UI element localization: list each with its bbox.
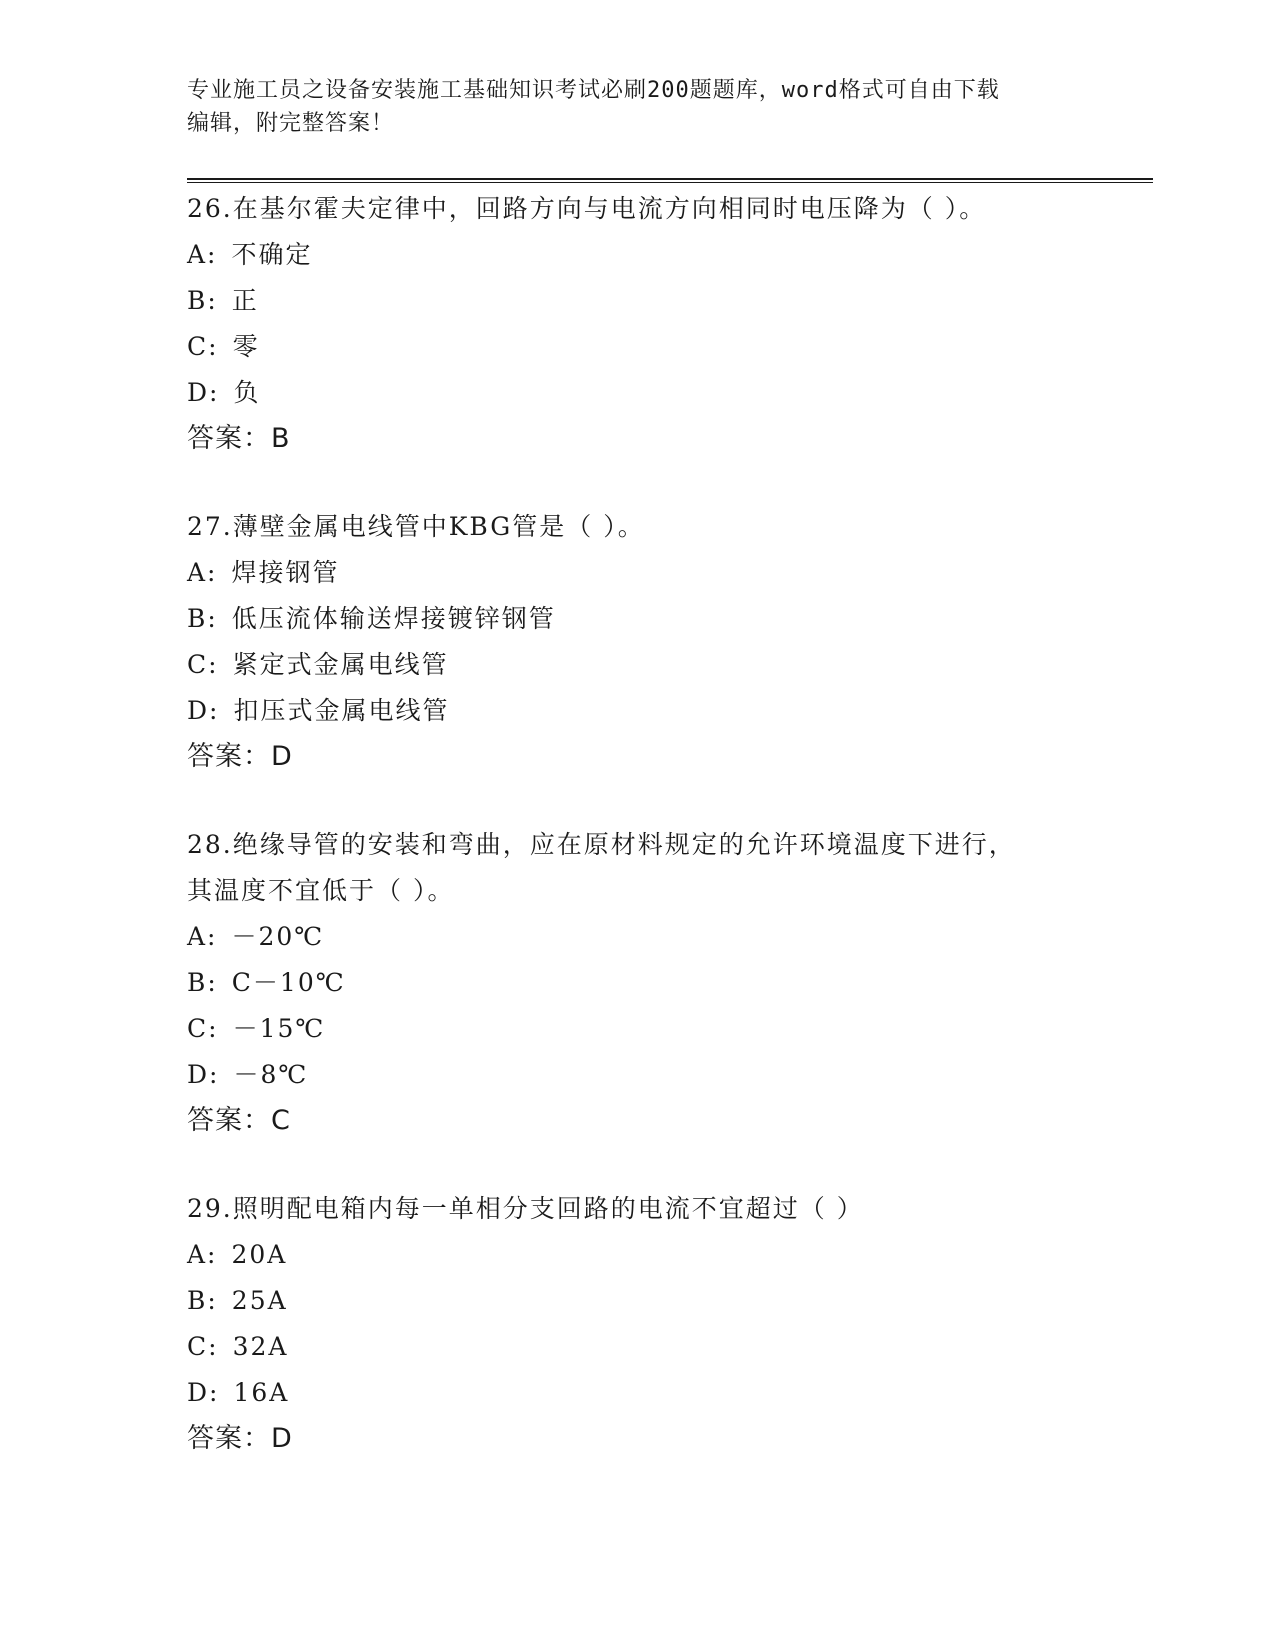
option-letter: D: [187, 378, 220, 407]
option-c [187, 324, 1107, 370]
question-27 [187, 504, 1107, 780]
question-stem: 29.照明配电箱内每一单相分支回路的电流不宜超过（ ） [187, 1194, 864, 1223]
option-letter: B: [187, 1286, 218, 1315]
option-text: 零 [232, 332, 260, 361]
question-28 [187, 822, 1107, 1144]
option-a [187, 232, 1107, 278]
option-letter: D: [187, 696, 220, 725]
option-text: 正 [231, 286, 259, 315]
option-c [187, 1006, 1107, 1052]
option-letter: C: [187, 332, 219, 361]
question-29 [187, 1186, 1107, 1462]
option-text: 低压流体输送焊接镀锌钢管 [231, 604, 556, 633]
header-divider-thick [187, 178, 1153, 180]
question-stem-line-1: 28.绝缘导管的安装和弯曲，应在原材料规定的允许环境温度下进行， [187, 830, 1016, 859]
option-letter: B: [187, 604, 218, 633]
option-letter: B: [187, 968, 218, 997]
option-text: 紧定式金属电线管 [232, 650, 449, 679]
option-b [187, 596, 1107, 642]
option-letter: A: [187, 922, 218, 951]
option-letter: D: [187, 1060, 220, 1089]
option-letter: C: [187, 650, 219, 679]
option-d [187, 688, 1107, 734]
header-title-line-2: 编辑，附完整答案！ [187, 111, 395, 136]
option-letter: A: [187, 558, 218, 587]
question-stem-line-2: 其温度不宜低于（ ）。 [187, 876, 455, 905]
option-text: －15℃ [232, 1014, 326, 1043]
question-26 [187, 186, 1107, 462]
option-text: 20A [231, 1240, 288, 1269]
option-b [187, 1278, 1107, 1324]
option-letter: C: [187, 1014, 219, 1043]
option-letter: D: [187, 1378, 220, 1407]
answer-line: 答案：C [187, 1105, 291, 1136]
option-text: 负 [233, 378, 261, 407]
answer-line: 答案：B [187, 423, 291, 454]
option-c [187, 1324, 1107, 1370]
option-text: －20℃ [231, 922, 325, 951]
option-letter: C: [187, 1332, 219, 1361]
header-divider-thin [187, 182, 1153, 183]
option-d [187, 1052, 1107, 1098]
question-stem: 26.在基尔霍夫定律中，回路方向与电流方向相同时电压降为（ ）。 [187, 194, 987, 223]
option-text: 25A [231, 1286, 288, 1315]
option-text: 32A [232, 1332, 289, 1361]
option-a [187, 914, 1107, 960]
question-stem: 27.薄壁金属电线管中KBG管是（ ）。 [187, 512, 645, 541]
answer-line: 答案：D [187, 741, 293, 772]
option-text: 16A [233, 1378, 290, 1407]
option-d [187, 370, 1107, 416]
answer-line: 答案：D [187, 1423, 293, 1454]
option-letter: A: [187, 1240, 218, 1269]
option-d [187, 1370, 1107, 1416]
option-text: C－10℃ [231, 968, 346, 997]
option-a [187, 550, 1107, 596]
option-text: 扣压式金属电线管 [233, 696, 450, 725]
option-letter: B: [187, 286, 218, 315]
option-b [187, 960, 1107, 1006]
option-text: 不确定 [231, 240, 313, 269]
option-letter: A: [187, 240, 218, 269]
option-c [187, 642, 1107, 688]
document-header [187, 74, 1087, 140]
header-title-line-1: 专业施工员之设备安装施工基础知识考试必刷200题题库，word格式可自由下载 [187, 78, 1000, 103]
option-text: －8℃ [233, 1060, 309, 1089]
option-text: 焊接钢管 [231, 558, 340, 587]
option-a [187, 1232, 1107, 1278]
option-b [187, 278, 1107, 324]
